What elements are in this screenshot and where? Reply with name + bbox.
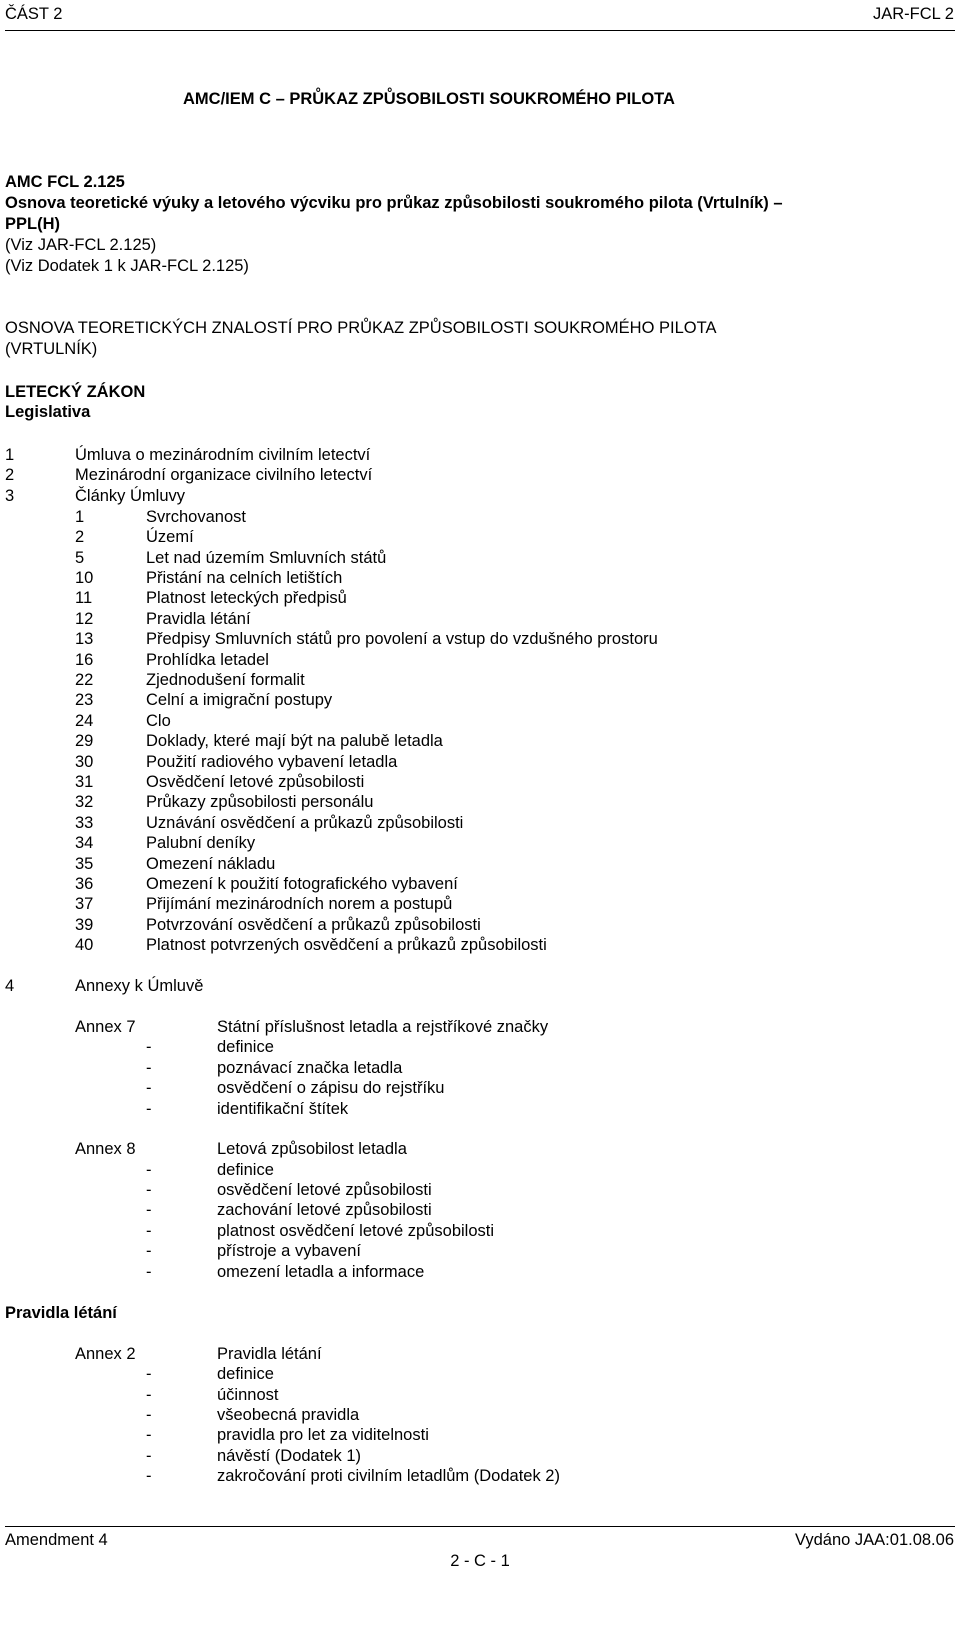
bullet-dash: - [146,1406,152,1424]
article-number: 39 [75,916,94,934]
article-number: 22 [75,671,94,689]
bullet-dash: - [146,1100,152,1118]
article-text: Clo [146,712,171,730]
bullet-dash: - [146,1386,152,1404]
bullet-text: osvědčení letové způsobilosti [217,1181,432,1199]
article-number: 11 [75,589,93,607]
article-number: 36 [75,875,94,893]
article-text: Přijímání mezinárodních norem a postupů [146,895,453,913]
article-text: Omezení nákladu [146,855,276,873]
article-text: Prohlídka letadel [146,651,269,669]
article-number: 37 [75,895,94,913]
bullet-text: účinnost [217,1386,279,1404]
list-item-text: Annexy k Úmluvě [75,977,204,995]
bullet-text: platnost osvědčení letové způsobilosti [217,1222,495,1240]
amc-subject-line2: PPL(H) [5,215,60,233]
article-text: Osvědčení letové způsobilosti [146,773,365,791]
bullet-dash: - [146,1263,152,1281]
bullet-dash: - [146,1059,152,1077]
article-text: Pravidla létání [146,610,251,628]
annex-title: Pravidla létání [217,1345,322,1363]
article-number: 40 [75,936,94,954]
annex-label: Annex 2 [75,1345,136,1363]
article-text: Platnost potvrzených osvědčení a průkazů způsobilosti [146,936,547,954]
article-text: Doklady, které mají být na palubě letadla [146,732,443,750]
article-text: Přistání na celních letištích [146,569,343,587]
bullet-text: definice [217,1365,274,1383]
section-heading: LETECKÝ ZÁKON [5,383,146,401]
article-number: 24 [75,712,94,730]
bullet-dash: - [146,1201,152,1219]
article-number: 34 [75,834,94,852]
bullet-text: zakročování proti civilním letadlům (Dodatek 2) [217,1467,560,1485]
article-number: 31 [75,773,94,791]
article-number: 32 [75,793,94,811]
article-text: Palubní deníky [146,834,256,852]
bullet-dash: - [146,1447,152,1465]
article-number: 35 [75,855,94,873]
bullet-text: definice [217,1161,274,1179]
list-item-text: Články Úmluvy [75,487,186,505]
amc-subject-line1: Osnova teoretické výuky a letového výcviku pro průkaz způsobilosti soukromého pilota (Vrtulník) – [5,194,783,212]
bullet-text: omezení letadla a informace [217,1263,425,1281]
article-text: Použití radiového vybavení letadla [146,753,398,771]
article-number: 29 [75,732,94,750]
subsection-heading: Legislativa [5,403,91,421]
article-text: Omezení k použití fotografického vybavení [146,875,458,893]
header-divider [5,30,955,31]
article-number: 2 [75,528,85,546]
header-doc-code: JAR-FCL 2 [873,5,954,23]
article-number: 12 [75,610,94,628]
article-number: 5 [75,549,85,567]
footer-divider [5,1526,955,1527]
article-number: 30 [75,753,94,771]
article-text: Celní a imigrační postupy [146,691,333,709]
article-text: Let nad územím Smluvních států [146,549,387,567]
bullet-text: přístroje a vybavení [217,1242,361,1260]
article-text: Potvrzování osvědčení a průkazů způsobilosti [146,916,481,934]
article-text: Předpisy Smluvních států pro povolení a vstup do vzdušného prostoru [146,630,658,648]
article-text: Zjednodušení formalit [146,671,305,689]
list-item-number: 3 [5,487,15,505]
bullet-dash: - [146,1181,152,1199]
section-heading-pravidla: Pravidla létání [5,1304,117,1322]
syllabus-heading-line1: OSNOVA TEORETICKÝCH ZNALOSTÍ PRO PRŮKAZ ZPŮSOBILOSTI SOUKROMÉHO PILOTA [5,319,717,337]
article-number: 1 [75,508,85,526]
bullet-dash: - [146,1079,152,1097]
bullet-text: definice [217,1038,274,1056]
bullet-text: návěstí (Dodatek 1) [217,1447,361,1465]
article-text: Území [146,528,194,546]
list-item-text: Mezinárodní organizace civilního letectví [75,466,373,484]
syllabus-heading-line2: (VRTULNÍK) [5,340,98,358]
bullet-dash: - [146,1467,152,1485]
bullet-dash: - [146,1426,152,1444]
bullet-text: identifikační štítek [217,1100,349,1118]
amc-code: AMC FCL 2.125 [5,173,125,191]
bullet-dash: - [146,1161,152,1179]
list-item-text: Úmluva o mezinárodním civilním letectví [75,446,371,464]
page-title: AMC/IEM C – PRŮKAZ ZPŮSOBILOSTI SOUKROMÉHO PILOTA [183,90,675,108]
article-text: Svrchovanost [146,508,246,526]
article-number: 33 [75,814,94,832]
bullet-dash: - [146,1222,152,1240]
article-number: 23 [75,691,94,709]
bullet-text: zachování letové způsobilosti [217,1201,432,1219]
amc-reference-1: (Viz JAR-FCL 2.125) [5,236,157,254]
bullet-text: poznávací značka letadla [217,1059,403,1077]
annex-label: Annex 7 [75,1018,136,1036]
bullet-dash: - [146,1242,152,1260]
article-text: Průkazy způsobilosti personálu [146,793,374,811]
article-number: 10 [75,569,94,587]
article-number: 13 [75,630,94,648]
list-item-number: 4 [5,977,15,995]
annex-label: Annex 8 [75,1140,136,1158]
article-text: Uznávání osvědčení a průkazů způsobilosti [146,814,464,832]
bullet-text: všeobecná pravidla [217,1406,360,1424]
amc-reference-2: (Viz Dodatek 1 k JAR-FCL 2.125) [5,257,249,275]
annex-title: Státní příslušnost letadla a rejstříkové značky [217,1018,549,1036]
bullet-dash: - [146,1365,152,1383]
article-text: Platnost leteckých předpisů [146,589,347,607]
bullet-text: pravidla pro let za viditelnosti [217,1426,429,1444]
footer-issue-date: Vydáno JAA:01.08.06 [794,1531,954,1549]
annex-title: Letová způsobilost letadla [217,1140,407,1158]
footer-amendment: Amendment 4 [5,1531,108,1549]
bullet-dash: - [146,1038,152,1056]
header-part: ČÁST 2 [5,5,63,23]
list-item-number: 2 [5,466,15,484]
list-item-number: 1 [5,446,15,464]
page-number: 2 - C - 1 [450,1552,510,1570]
bullet-text: osvědčení o zápisu do rejstříku [217,1079,445,1097]
article-number: 16 [75,651,94,669]
